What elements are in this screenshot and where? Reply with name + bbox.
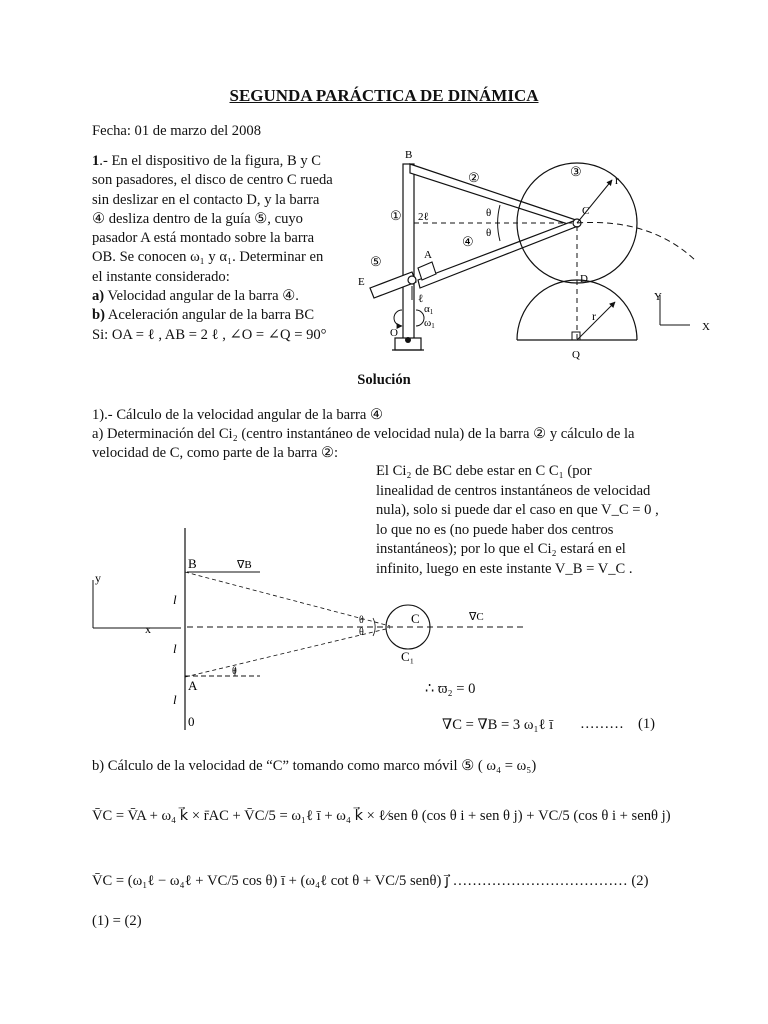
item-a-label: a) [92, 288, 105, 305]
problem-line-5: pasador A está montado sobre la barra [92, 230, 315, 247]
problem-line-6: OB. Se conocen ω₁ y α₁. Determinar en [92, 249, 324, 266]
fig2-label-c: C [411, 611, 420, 626]
label-bar4: ④ [462, 234, 474, 249]
label-2l: 2ℓ [418, 211, 429, 223]
explanation-line-5: instantáneos); por lo que el Ci₂ estará en el [376, 541, 626, 557]
explanation-line-3: nula), solo si puede dar el caso en que V_C = 0 , [376, 502, 659, 518]
item-a-text: Velocidad angular de la barra ④. [104, 288, 299, 305]
item-b-label: b) [92, 307, 105, 324]
mechanism-figure [350, 140, 750, 365]
label-x: X [702, 321, 710, 333]
fig2-label-l2: l [173, 641, 177, 656]
velocity-diagram [85, 520, 535, 735]
fig2-label-y: y [95, 571, 101, 585]
problem-line-1 [92, 152, 350, 171]
fig2-label-theta2: θ [359, 627, 364, 638]
label-a: A [424, 249, 432, 261]
pin-a [408, 276, 416, 284]
equation-1-dots: ……… [580, 716, 624, 732]
fig2-label-a: A [188, 678, 198, 693]
label-o: O [390, 327, 398, 339]
date-line: Fecha: 01 de marzo del 2008 [92, 123, 261, 139]
fig2-label-x: x [145, 622, 151, 636]
label-ell: ℓ [418, 293, 424, 305]
equation-2: V̄C = (ω₁ℓ − ω₄ℓ + VC/5 cos θ) ī + (ω₄ℓ cot θ + VC/5 senθ) j⃗ ……………………………… (2) [92, 873, 649, 889]
label-q: Q [572, 349, 580, 361]
label-omega: ω1 [424, 317, 435, 330]
label-b: B [405, 149, 413, 161]
equation-1: ∇C = ∇B = 3 ω₁ℓ ī [442, 717, 554, 733]
label-y: Y [654, 291, 662, 303]
fig2-label-l3: l [173, 692, 177, 707]
label-c: C [582, 205, 590, 217]
fig2-label-l1: l [173, 592, 177, 607]
problem-text: .- En el dispositivo de la figura, B y C [99, 153, 322, 169]
label-bar1: ① [390, 208, 402, 223]
problem-line-4: ④ desliza dentro de la guía ⑤, cuyo [92, 210, 303, 227]
problem-line-2: son pasadores, el disco de centro C rueda [92, 172, 333, 189]
label-bar5: ⑤ [370, 254, 382, 269]
fig2-label-theta3: θ [232, 666, 237, 677]
label-bar2: ② [468, 170, 480, 185]
problem-line-7: el instante considerado: [92, 268, 230, 285]
label-d: D [580, 273, 588, 285]
equation-equality: (1) = (2) [92, 913, 142, 929]
label-theta1: θ [486, 207, 492, 219]
problem-line-3: sin deslizar en el contacto D, y la barra [92, 191, 320, 208]
label-e: E [358, 276, 365, 288]
fig2-label-b: B [188, 556, 197, 571]
fig2-label-theta1: θ [359, 615, 364, 626]
item-b [92, 306, 350, 325]
part-a-line-1: a) Determinación del Ci₂ (centro instantáneo de velocidad nula) de la barra ② y cálculo de la [92, 426, 635, 442]
explanation-line-1: El Ci₂ de BC debe estar en C C₁ (por [376, 463, 592, 479]
part-b-title: b) Cálculo de la velocidad de “C” tomando como marco móvil ⑤ ( ω₄ = ω₅) [92, 758, 537, 774]
bar-bc [410, 164, 576, 226]
explanation-line-2: linealidad de centros instantáneos de velocidad [376, 482, 651, 499]
solution-heading: Solución [357, 372, 411, 388]
explanation-line-4: lo que no es (no puede haber dos centros [376, 521, 614, 538]
section-1-title: 1).- Cálculo de la velocidad angular de la barra ④ [92, 407, 384, 423]
problem-statement [92, 152, 350, 345]
fig2-label-vb: ∇B [237, 559, 252, 571]
explanation-line-6: infinito, luego en este instante V_B = V_C . [376, 560, 633, 577]
label-r2: r [592, 309, 596, 323]
problem-number: 1 [92, 153, 100, 169]
fig2-label-0: 0 [188, 714, 195, 729]
fig2-label-c1: C₁ [401, 649, 415, 664]
bar-ob [403, 164, 414, 346]
item-b-text: Aceleración angular de la barra BC [104, 307, 315, 324]
label-bar3: ③ [570, 164, 582, 179]
label-theta2: θ [486, 227, 492, 239]
equation-1-number: (1) [638, 716, 656, 732]
item-a [92, 287, 350, 306]
label-r1: r [615, 173, 619, 187]
part-a-line-2: velocidad de C, como parte de la barra ②: [92, 445, 339, 461]
page-title: SEGUNDA PARÁCTICA DE DINÁMICA [229, 86, 539, 105]
label-alpha: α1 [424, 303, 434, 316]
given-data: Si: OA = ℓ , AB = 2 ℓ , ∠O = ∠Q = 90° [92, 326, 327, 343]
fig2-label-vc: ∇C [469, 611, 484, 623]
omega2-result: ∴ ϖ₂ = 0 [425, 681, 476, 697]
equation-vc-long: V̄C = V̄A + ω₄ k⃗ × r̄AC + V̄C/5 = ω₁ℓ ī + ω₄ k⃗ × ℓ⁄sen θ (cos θ i + sen θ j) + VC/5 (cos θ i + senθ j) [92, 808, 671, 824]
